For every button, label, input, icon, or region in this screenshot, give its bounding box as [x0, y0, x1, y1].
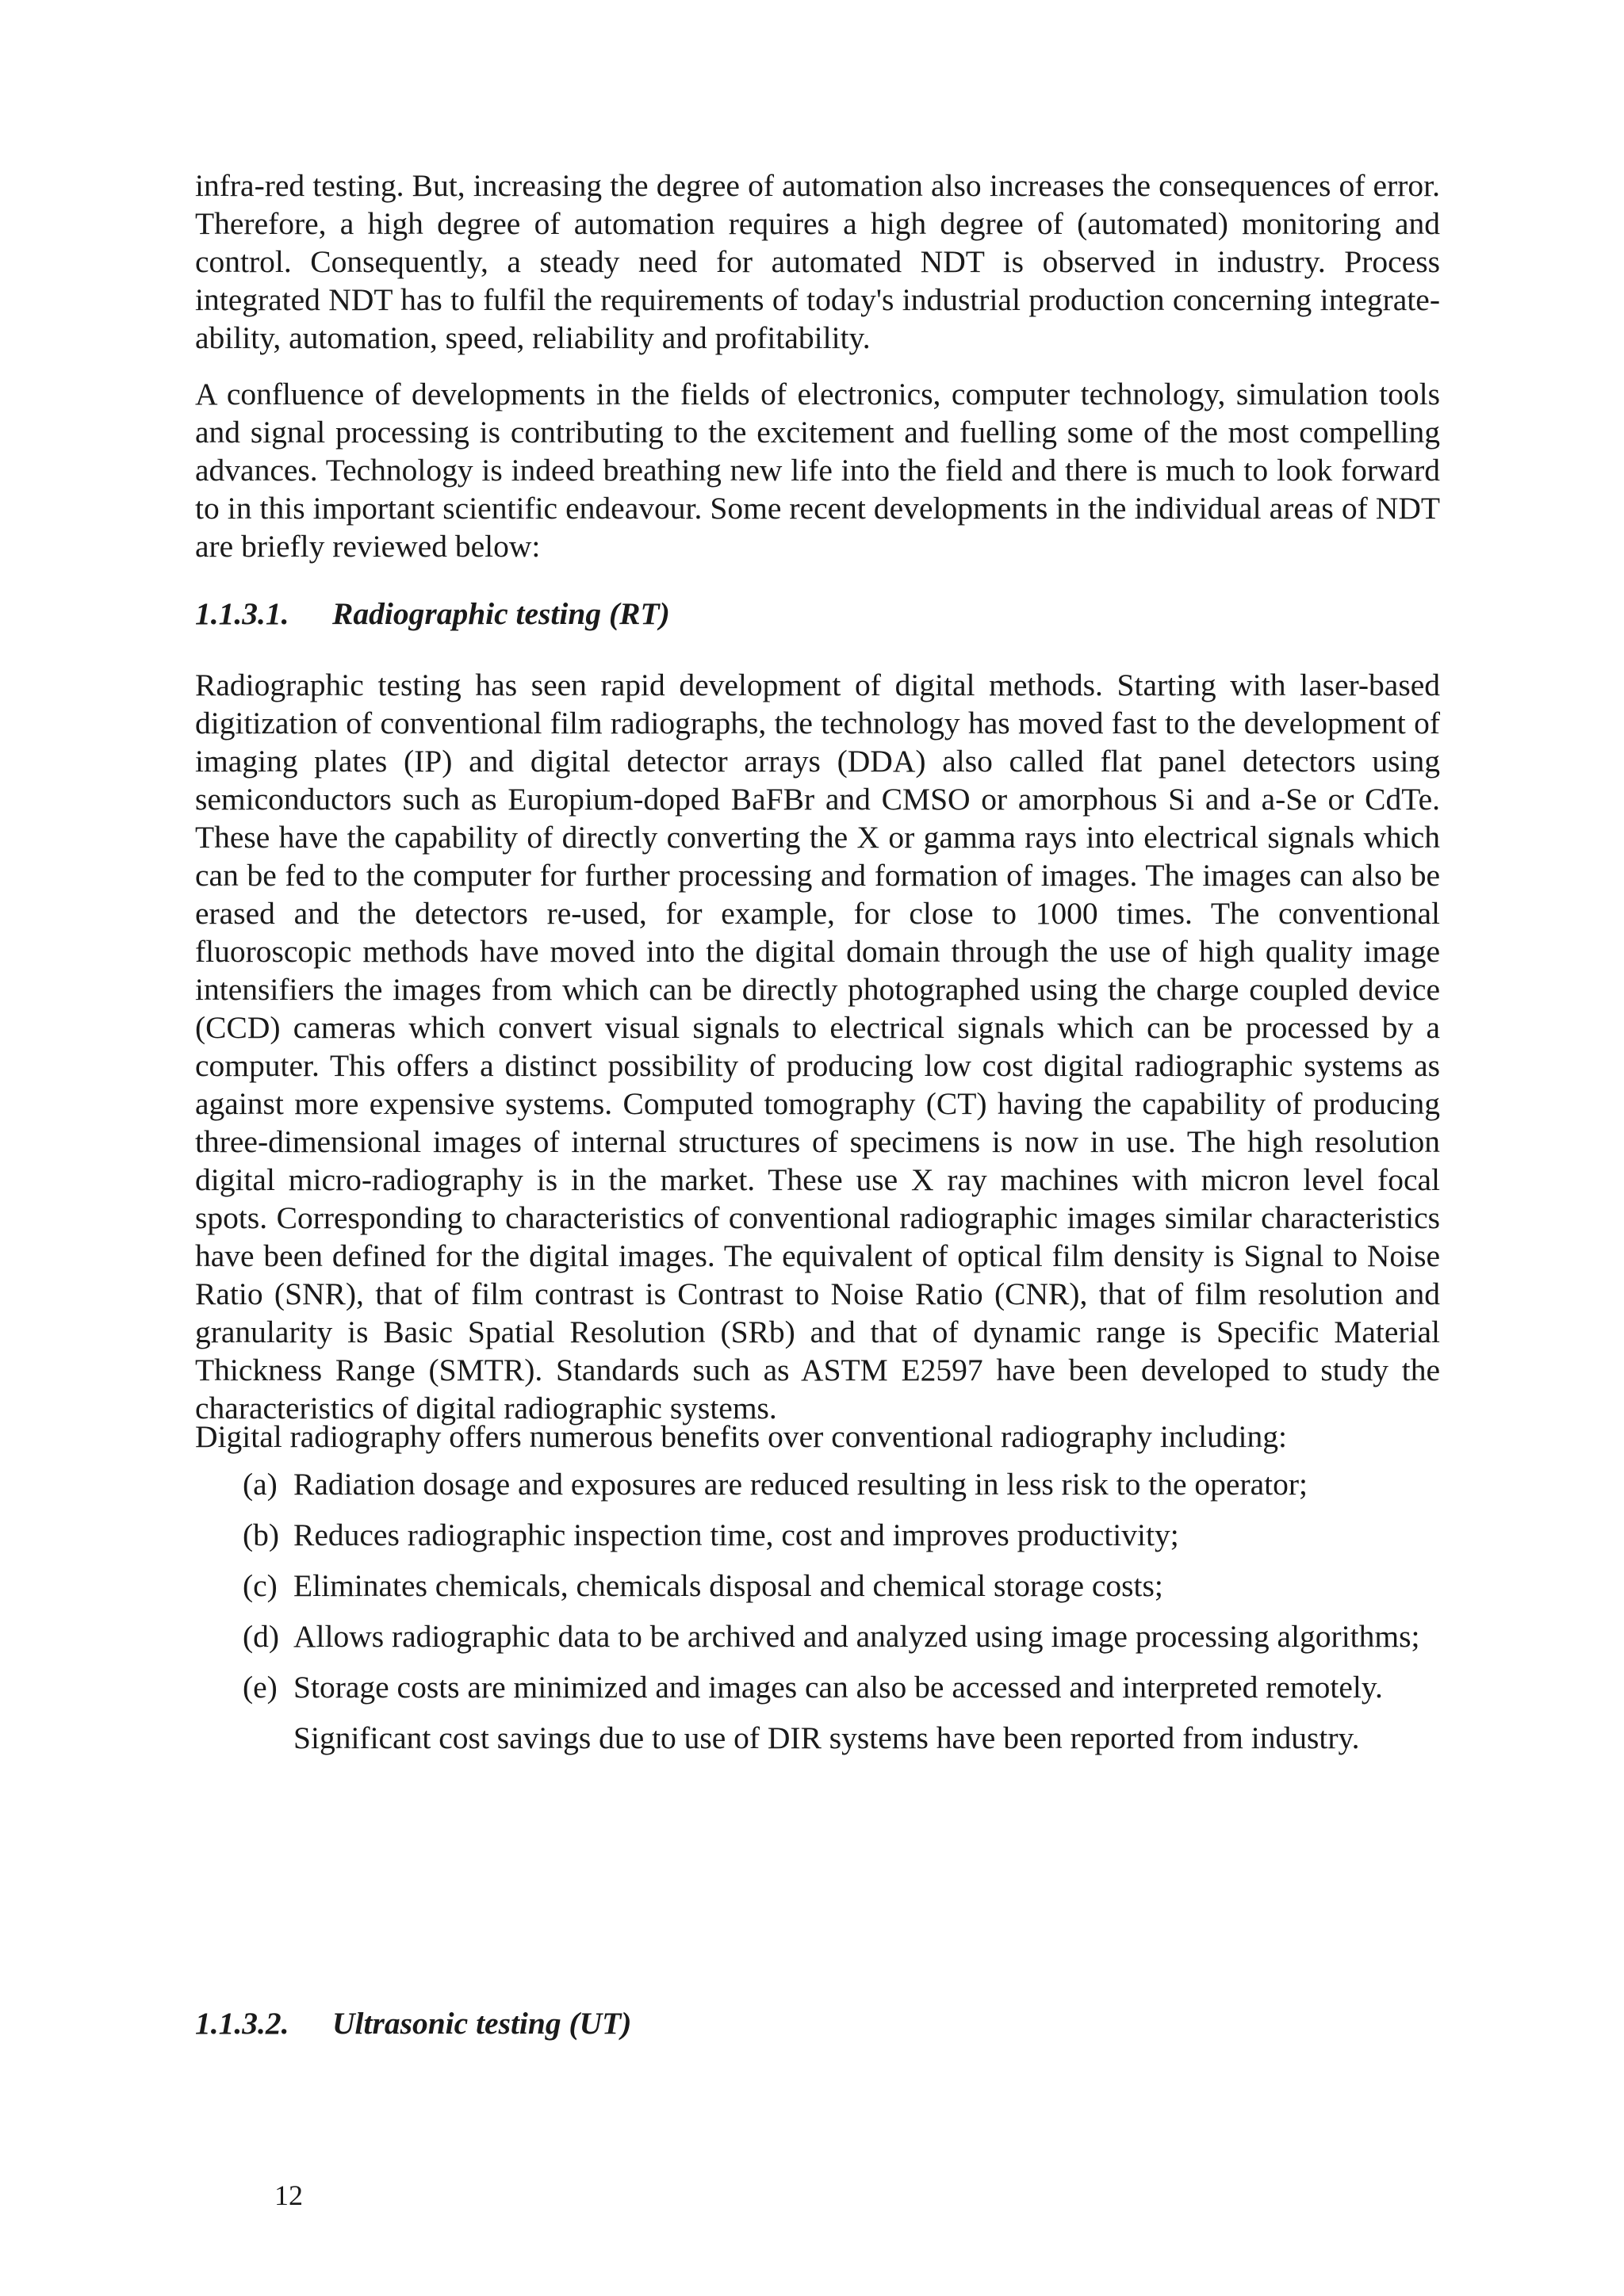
section-heading-ultrasonic [195, 2004, 631, 2042]
page-number: 12 [274, 2179, 303, 2211]
list-item [243, 1611, 1440, 1662]
section-title: Ultrasonic testing (UT) [332, 2006, 632, 2041]
list-item-label: (d) [243, 1619, 280, 1654]
developments-paragraph: A confluence of developments in the fields of electronics, computer technology, simulation tools and signal processing is contributing to the excitement and fuelling some of the most compelling advances. Technology is indeed breathing new life into the field and there is much to look forward to in this important scientific endeavour. Some recent developments in the individual areas of NDT are briefly reviewed below: [195, 377, 1440, 564]
section-number: 1.1.3.1. [195, 596, 289, 631]
section-number: 1.1.3.2. [195, 2006, 289, 2041]
list-item-label: (e) [243, 1670, 278, 1705]
list-item-label: (a) [243, 1467, 278, 1502]
list-item-label: (b) [243, 1517, 280, 1552]
intro-paragraph: infra-red testing. But, increasing the degree of automation also increases the consequences of error. Therefore, a high degree of automation requires a high degree of (automated) monitoring and control. Consequently, a steady need for automated NDT is observed in industry. Process integrated NDT has to fulfil the requirements of today's industrial production concerning integrate-ability, automation, speed, reliability and profitability. [195, 168, 1440, 355]
section-title: Radiographic testing (RT) [332, 596, 670, 631]
list-item-label: (c) [243, 1568, 278, 1603]
list-item-text: Allows radiographic data to be archived and analyzed using image processing algorithms; [293, 1619, 1420, 1654]
radiographic-paragraph: Radiographic testing has seen rapid development of digital methods. Starting with laser-based digitization of conventional film radiographs, the technology has moved fast to the development of imaging plates (IP) and digital detector arrays (DDA) also called flat panel detectors using semiconductors such as Europium-doped BaFBr and CMSO or amorphous Si and a-Se or CdTe. These have the capability of directly converting the X or gamma rays into electrical signals which can be fed to the computer for further processing and formation of images. The images can also be erased and the detectors re-used, for example, for close to 1000 times. The conventional fluoroscopic methods have moved into the digital domain through the use of high quality image intensifiers the images from which can be directly photographed using the charge coupled device (CCD) cameras which convert visual signals to electrical signals which can be processed by a computer. This offers a distinct possibility of producing low cost digital radiographic systems as against more expensive systems. Computed tomography (CT) having the capability of producing three-dimensional images of internal structures of specimens is now in use. The high resolution digital micro-radiography is in the market. These use X ray machines with micron level focal spots. Corresponding to characteristics of conventional radiographic images similar characteristics have been defined for the digital images. The equivalent of optical film density is Signal to Noise Ratio (SNR), that of film contrast is Contrast to Noise Ratio (CNR), that of film resolution and granularity is Basic Spatial Resolution (SRb) and that of dynamic range is Specific Material Thickness Range (SMTR). Standards such as ASTM E2597 have been developed to study the characteristics of digital radiographic systems. [195, 668, 1440, 1425]
list-item-text: Reduces radiographic inspection time, cost and improves productivity; [293, 1517, 1179, 1552]
section-heading-radiographic [195, 595, 670, 633]
list-item-text: Radiation dosage and exposures are reduced resulting in less risk to the operator; [293, 1467, 1308, 1502]
benefits-list [243, 1459, 1440, 1763]
list-item-text: Eliminates chemicals, chemicals disposal and chemical storage costs; [293, 1568, 1163, 1603]
list-item [243, 1662, 1440, 1763]
list-item-text: Storage costs are minimized and images can also be accessed and interpreted remotely. Significant cost savings due to use of DIR systems have been reported from industry. [293, 1670, 1383, 1755]
list-item [243, 1510, 1440, 1560]
benefits-intro: Digital radiography offers numerous benefits over conventional radiography including: [195, 1419, 1288, 1454]
list-item [243, 1459, 1440, 1510]
list-item [243, 1560, 1440, 1611]
